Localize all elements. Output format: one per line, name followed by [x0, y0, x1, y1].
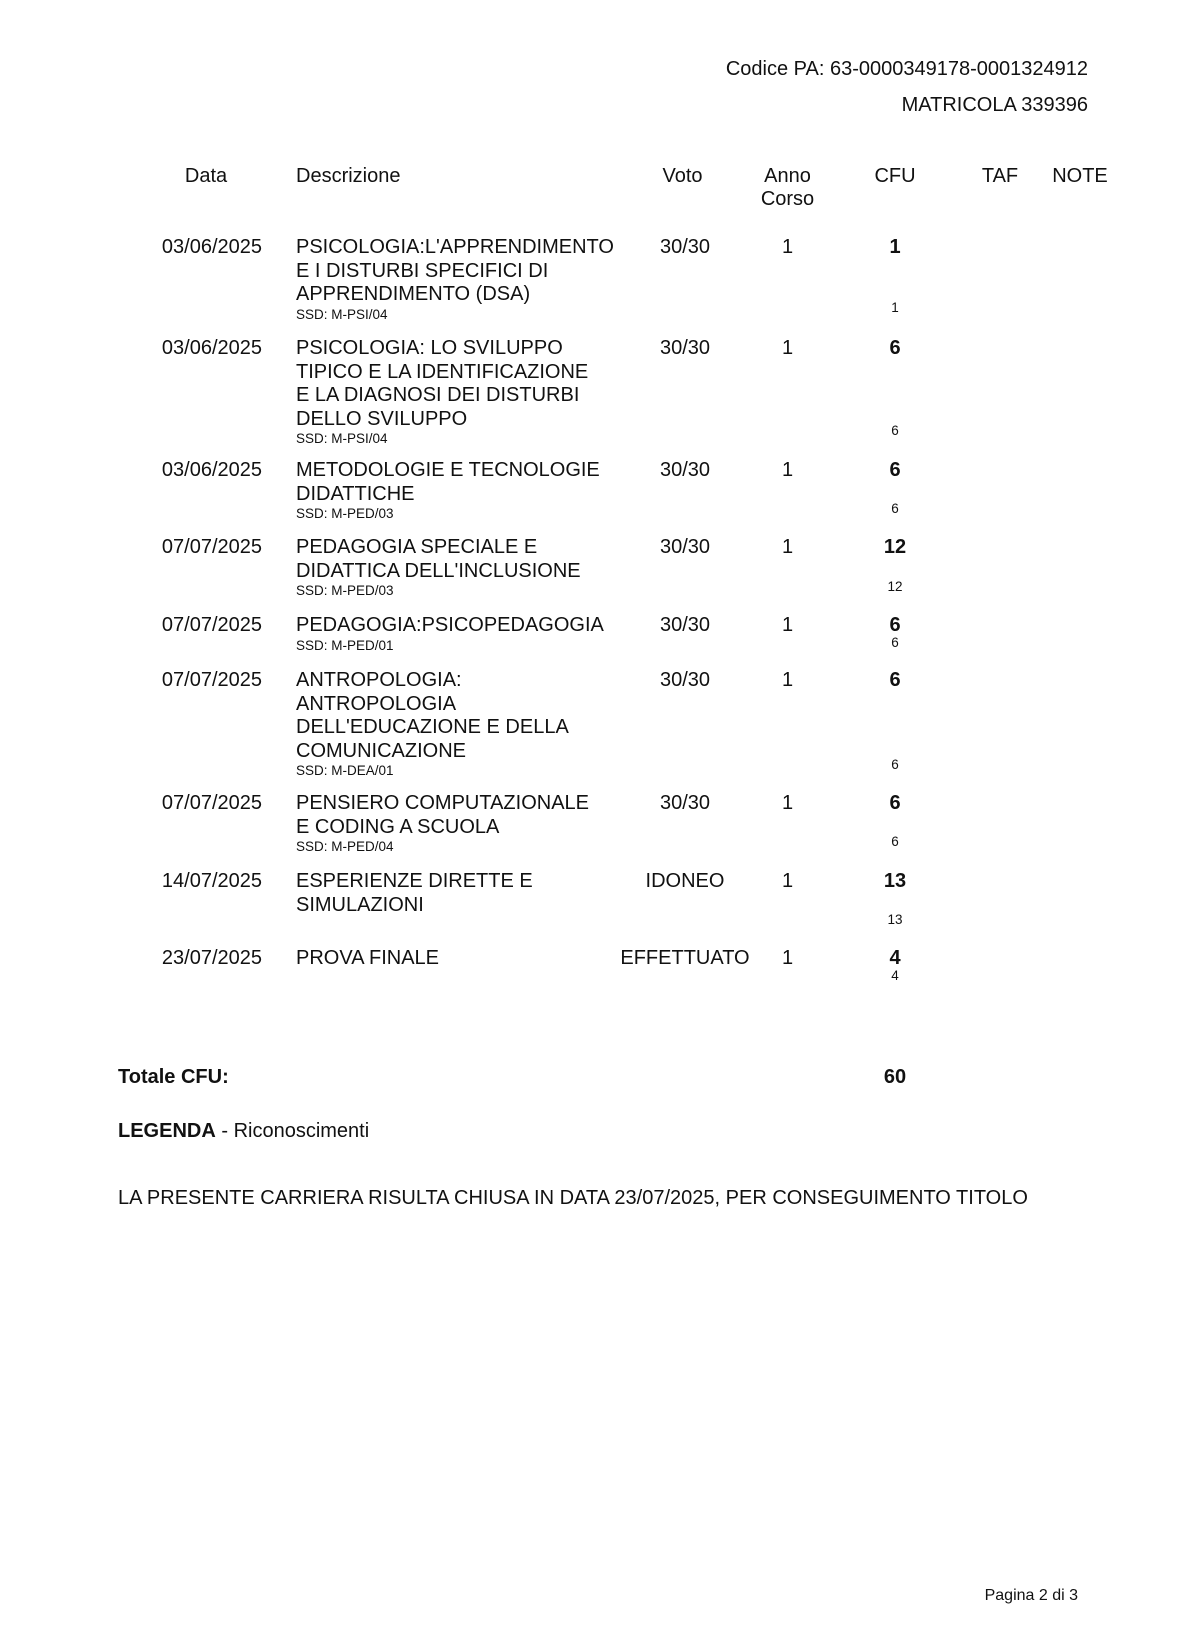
column-header-descrizione: Descrizione — [296, 165, 401, 187]
exam-description-line: PEDAGOGIA:PSICOPEDAGOGIA — [296, 614, 604, 636]
exam-description-line: PENSIERO COMPUTAZIONALE — [296, 792, 590, 814]
exam-cfu: 6 — [889, 337, 901, 359]
codice-pa: Codice PA: 63-0000349178-0001324912 — [725, 58, 1088, 80]
exam-anno-corso: 1 — [781, 792, 794, 814]
exam-cfu: 13 — [883, 870, 907, 892]
exam-description-line: DIDATTICHE — [296, 482, 415, 505]
exam-voto: 30/30 — [659, 459, 711, 481]
exam-cfu: 1 — [889, 236, 901, 258]
column-header-anno-corso — [760, 165, 815, 211]
carriera-chiusa-note: LA PRESENTE CARRIERA RISULTA CHIUSA IN DATA 23/07/2025, PER CONSEGUIMENTO TITOLO — [118, 1187, 1028, 1209]
exam-description-line: SIMULAZIONI — [296, 893, 424, 916]
exam-description-line: COMUNICAZIONE — [296, 739, 466, 762]
exam-description-line: E I DISTURBI SPECIFICI DI — [296, 259, 549, 282]
exam-voto: 30/30 — [659, 614, 711, 636]
exam-date: 14/07/2025 — [161, 870, 262, 892]
column-header-taf: TAF — [981, 165, 1019, 187]
exam-description-line: PEDAGOGIA SPECIALE E — [296, 536, 538, 558]
exam-voto: IDONEO — [645, 870, 725, 892]
exam-description-line: APPRENDIMENTO (DSA) — [296, 283, 531, 305]
exam-ssd: SSD: M-PSI/04 — [296, 306, 388, 322]
exam-voto: 30/30 — [659, 536, 711, 558]
exam-description-line: TIPICO E LA IDENTIFICAZIONE — [296, 360, 589, 383]
exam-ssd: SSD: M-PED/04 — [296, 839, 394, 854]
exam-description-line: E LA DIAGNOSI DEI DISTURBI — [296, 384, 580, 406]
exam-description-line: DIDATTICA DELL'INCLUSIONE — [296, 559, 581, 582]
exam-description — [296, 337, 636, 447]
exam-ssd: SSD: M-PED/01 — [296, 637, 394, 653]
exam-cfu-detail: 6 — [891, 757, 899, 772]
column-header-anno: Anno — [764, 165, 811, 187]
column-header-cfu: CFU — [874, 165, 916, 187]
exam-description — [296, 459, 636, 522]
exam-cfu-detail: 6 — [891, 423, 899, 438]
exam-cfu-detail: 4 — [891, 968, 899, 983]
column-header-corso: Corso — [760, 188, 815, 210]
exam-voto: 30/30 — [659, 337, 711, 359]
exam-cfu: 6 — [889, 669, 901, 691]
exam-description-line: ESPERIENZE DIRETTE E — [296, 870, 533, 892]
exam-voto: 30/30 — [659, 669, 711, 691]
matricola: MATRICOLA 339396 — [901, 94, 1088, 116]
exam-cfu: 6 — [889, 792, 901, 814]
column-header-note: NOTE — [1052, 165, 1108, 187]
exam-voto: 30/30 — [659, 236, 711, 258]
exam-date: 07/07/2025 — [161, 792, 262, 814]
totale-cfu-value: 60 — [883, 1066, 907, 1088]
exam-description-line: ANTROPOLOGIA — [296, 692, 457, 715]
exam-description — [296, 947, 636, 971]
exam-date: 03/06/2025 — [161, 236, 262, 258]
exam-anno-corso: 1 — [781, 337, 794, 359]
exam-cfu-detail: 6 — [891, 834, 899, 849]
legenda-text: - Riconoscimenti — [215, 1120, 370, 1142]
exam-description-line: DELL'EDUCAZIONE E DELLA — [296, 716, 569, 738]
exam-voto: EFFETTUATO — [620, 947, 750, 969]
exam-cfu-detail: 6 — [891, 501, 899, 516]
exam-anno-corso: 1 — [781, 669, 794, 691]
exam-anno-corso: 1 — [781, 236, 794, 258]
exam-anno-corso: 1 — [781, 947, 794, 969]
exam-description — [296, 236, 636, 323]
exam-description — [296, 536, 636, 599]
exam-anno-corso: 1 — [781, 459, 794, 481]
exam-cfu-detail: 6 — [891, 635, 899, 650]
exam-ssd: SSD: M-PSI/04 — [296, 431, 388, 446]
exam-date: 03/06/2025 — [161, 337, 262, 359]
exam-date: 07/07/2025 — [161, 669, 262, 691]
exam-cfu-detail: 1 — [891, 300, 899, 315]
exam-description-line: E CODING A SCUOLA — [296, 815, 500, 838]
exam-description-line: PROVA FINALE — [296, 947, 440, 969]
legenda-title: LEGENDA — [118, 1120, 216, 1142]
exam-date: 07/07/2025 — [161, 536, 262, 558]
exam-cfu-detail: 13 — [887, 912, 903, 927]
exam-description-line: METODOLOGIE E TECNOLOGIE — [296, 459, 600, 481]
exam-cfu: 6 — [889, 459, 901, 481]
exam-description-line: ANTROPOLOGIA: — [296, 669, 462, 691]
exam-anno-corso: 1 — [781, 614, 794, 636]
exam-cfu: 4 — [889, 947, 901, 969]
exam-description-line: DELLO SVILUPPO — [296, 407, 468, 430]
exam-cfu: 12 — [883, 536, 907, 558]
exam-description — [296, 792, 636, 855]
exam-cfu-detail: 12 — [887, 579, 903, 594]
exam-ssd: SSD: M-PED/03 — [296, 583, 394, 598]
exam-description — [296, 669, 636, 779]
exam-description-line: PSICOLOGIA: LO SVILUPPO — [296, 337, 563, 359]
exam-date: 23/07/2025 — [161, 947, 262, 969]
exam-voto: 30/30 — [659, 792, 711, 814]
exam-description-line: PSICOLOGIA:L'APPRENDIMENTO — [296, 236, 614, 258]
totale-cfu-label: Totale CFU: — [118, 1066, 229, 1088]
page-number: Pagina 2 di 3 — [984, 1587, 1078, 1604]
column-header-voto: Voto — [662, 165, 703, 187]
exam-anno-corso: 1 — [781, 536, 794, 558]
exam-date: 07/07/2025 — [161, 614, 262, 636]
exam-description — [296, 870, 636, 917]
exam-description — [296, 614, 636, 654]
exam-anno-corso: 1 — [781, 870, 794, 892]
exam-ssd: SSD: M-PED/03 — [296, 506, 394, 521]
column-header-data: Data — [184, 165, 228, 187]
exam-date: 03/06/2025 — [161, 459, 262, 481]
exam-ssd: SSD: M-DEA/01 — [296, 763, 394, 778]
exam-cfu: 6 — [889, 614, 901, 636]
legenda — [118, 1120, 369, 1143]
